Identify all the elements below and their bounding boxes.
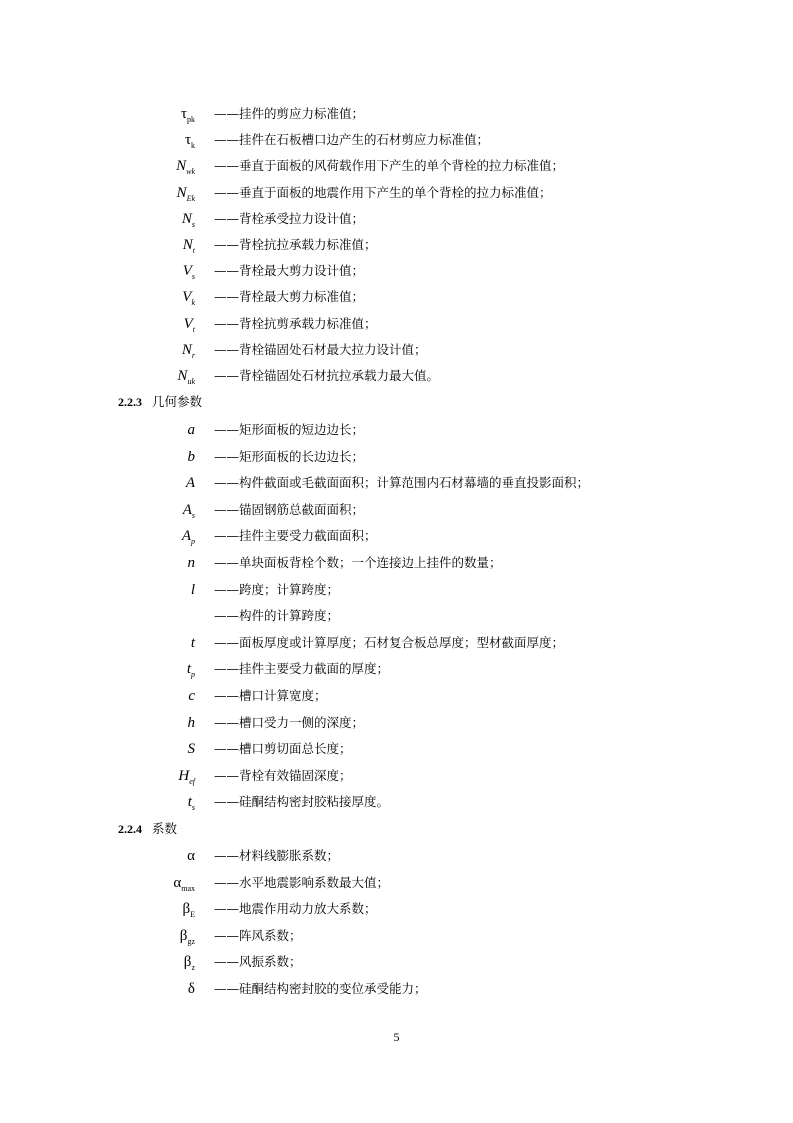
symbol-description: ——背栓锚固处石材抗拉承载力最大值。 xyxy=(214,368,440,383)
symbol-description: ——槽口受力一侧的深度； xyxy=(214,714,365,730)
symbol xyxy=(182,899,195,925)
symbol xyxy=(186,473,195,499)
symbol-description: ——阵风系数； xyxy=(214,927,302,943)
symbol-subscript: s xyxy=(191,803,195,813)
symbol-definition-row xyxy=(0,366,793,392)
symbol-description: ——挂件在石板槽口边产生的石材剪应力标准值； xyxy=(214,132,490,148)
symbol-description: ——背栓承受拉力设计值； xyxy=(214,210,365,226)
symbol xyxy=(176,156,195,182)
symbol xyxy=(188,713,196,739)
symbol-subscript: E xyxy=(190,910,195,920)
symbol-description: ——矩形面板的长边边长； xyxy=(214,448,365,464)
symbol-definition-row xyxy=(0,235,793,261)
symbol-description: ——硅酮结构密封胶粘接厚度。 xyxy=(214,794,390,810)
symbol-subscript: ef xyxy=(189,776,195,786)
symbol-definition-row xyxy=(0,686,793,712)
symbol-description: ——面板厚度或计算厚度；石材复合板总厚度；型材截面厚度； xyxy=(214,634,565,650)
symbol-description: ——锚固钢筋总截面面积； xyxy=(214,501,365,517)
symbol xyxy=(173,873,195,899)
symbol xyxy=(191,580,195,606)
symbol-definition-row xyxy=(0,873,793,899)
symbol-definition-row xyxy=(0,739,793,765)
symbol xyxy=(187,846,195,872)
symbol-definition-row xyxy=(0,156,793,182)
symbol-letter: b xyxy=(187,448,195,465)
symbol-subscript: pk xyxy=(187,115,195,124)
symbol-description: ——挂件的剪应力标准值； xyxy=(214,106,365,121)
symbol-description: ——矩形面板的短边边长； xyxy=(214,422,365,437)
symbol-description: ——构件截面或毛截面面积；计算范围内石材幕墙的垂直投影面积； xyxy=(214,475,590,491)
symbol-description: ——垂直于面板的地震作用下产生的单个背栓的拉力标准值； xyxy=(214,184,552,200)
symbol-letter: α xyxy=(187,848,195,864)
symbol-definition-row xyxy=(0,447,793,473)
symbol-description: ——硅酮结构密封胶的变位承受能力； xyxy=(214,981,427,996)
symbol-description: ——地震作用动力放大系数； xyxy=(214,901,377,917)
symbol-subscript: max xyxy=(181,883,195,893)
symbol-letter: N xyxy=(181,341,192,358)
section-title: 几何参数 xyxy=(152,394,203,409)
symbol-description: ——背栓有效锚固深度； xyxy=(214,767,352,783)
symbol-subscript: gz xyxy=(187,936,195,946)
symbol-subscript: p xyxy=(191,537,195,547)
symbol-description: ——垂直于面板的风荷载作用下产生的单个背栓的拉力标准值； xyxy=(214,158,565,174)
symbol xyxy=(183,261,195,287)
symbol-letter: n xyxy=(187,555,195,571)
symbol-definition-row xyxy=(0,287,793,313)
symbol-definition-row xyxy=(0,104,793,130)
symbol-description: ——跨度；计算跨度； xyxy=(214,581,340,597)
symbol xyxy=(180,926,195,952)
symbol-definition-row xyxy=(0,952,793,978)
symbol-subscript: t xyxy=(192,324,195,334)
symbol-letter: β xyxy=(183,954,192,971)
symbol-definition-row xyxy=(0,792,793,818)
symbol-definition-row xyxy=(0,766,793,792)
symbol-letter: N xyxy=(182,237,193,253)
symbol-letter: N xyxy=(176,158,187,175)
symbol-description: ——构件的计算跨度； xyxy=(214,608,340,624)
symbol xyxy=(184,952,195,978)
symbol-description: ——背栓抗剪承载力标准值； xyxy=(214,315,377,331)
symbol-definition-row xyxy=(0,500,793,526)
symbol-definition-row xyxy=(0,473,793,499)
symbol-subscript: p xyxy=(191,670,195,680)
symbol xyxy=(182,340,195,366)
symbol-letter: l xyxy=(190,581,195,598)
symbol-definition-row xyxy=(0,979,793,1005)
symbol-letter: c xyxy=(188,688,195,704)
symbol-description: ——槽口计算宽度； xyxy=(214,688,327,703)
symbol xyxy=(188,686,195,712)
symbol xyxy=(182,526,195,552)
symbol-definition-row xyxy=(0,846,793,872)
section-number: 2.2.3 xyxy=(118,395,142,409)
symbol xyxy=(191,633,195,659)
section-heading-2-2-4 xyxy=(118,820,177,838)
symbol-description: ——水平地震影响系数最大值； xyxy=(214,874,390,890)
symbol-definition-row xyxy=(0,420,793,446)
symbol-definition-row xyxy=(0,926,793,952)
section-heading-2-2-3 xyxy=(118,393,202,411)
section-number: 2.2.4 xyxy=(118,822,142,836)
symbol-letter: N xyxy=(176,184,187,201)
symbol xyxy=(182,287,195,313)
symbol-letter: V xyxy=(182,289,192,306)
symbol-letter: τ xyxy=(180,106,187,122)
symbol-letter: δ xyxy=(187,981,195,997)
symbol-definition-row xyxy=(0,209,793,235)
symbol-definition-row xyxy=(0,314,793,340)
symbol xyxy=(177,366,195,392)
symbol-subscript: t xyxy=(192,246,195,255)
symbol-definition-row xyxy=(0,580,793,606)
symbol xyxy=(184,314,195,340)
symbol-description: ——背栓最大剪力标准值； xyxy=(214,289,365,305)
symbol-subscript: r xyxy=(191,350,195,360)
symbol-definition-row xyxy=(0,606,793,632)
symbol-letter: V xyxy=(183,315,193,332)
symbol-definition-row xyxy=(0,633,793,659)
symbol-letter: β xyxy=(182,901,191,918)
symbol-description: ——风振系数； xyxy=(214,954,302,970)
symbol-subscript: s xyxy=(191,219,195,229)
symbol xyxy=(183,235,195,261)
symbol xyxy=(185,130,195,156)
symbol-letter: a xyxy=(187,422,195,438)
symbol-definition-row xyxy=(0,526,793,552)
symbol-letter: τ xyxy=(184,132,191,149)
symbol-letter: V xyxy=(182,263,192,280)
section-title: 系数 xyxy=(152,821,178,836)
symbol-subscript: z xyxy=(191,963,195,973)
symbol-description: ——背栓锚固处石材最大拉力设计值； xyxy=(214,341,427,357)
page-number: 5 xyxy=(393,1030,400,1044)
symbol-subscript: uk xyxy=(187,377,195,386)
symbol-definition-row xyxy=(0,659,793,685)
symbol-subscript: k xyxy=(191,298,195,308)
symbol-letter: t xyxy=(186,661,191,678)
symbol xyxy=(177,183,195,209)
symbol xyxy=(182,209,195,235)
symbol-definition-row xyxy=(0,713,793,739)
symbol xyxy=(188,739,196,765)
symbol-letter: N xyxy=(181,210,192,227)
symbol-description: ——材料线膨胀系数； xyxy=(214,848,340,863)
symbol xyxy=(188,792,195,818)
symbol-letter: t xyxy=(190,634,195,651)
symbol xyxy=(181,104,195,130)
symbol xyxy=(187,659,195,685)
symbol-letter: α xyxy=(173,874,182,891)
symbol-definition-row xyxy=(0,340,793,366)
symbol xyxy=(178,766,195,792)
symbol-subscript: s xyxy=(191,510,195,520)
symbol-description: ——挂件主要受力截面的厚度； xyxy=(214,661,390,677)
symbol xyxy=(188,979,195,1005)
symbol-letter: h xyxy=(187,714,195,731)
symbol-subscript: Ek xyxy=(186,193,195,203)
symbol-letter: N xyxy=(177,368,188,384)
symbol-letter: A xyxy=(181,528,191,545)
symbol xyxy=(188,447,196,473)
symbol-definition-row xyxy=(0,899,793,925)
symbol-description: ——挂件主要受力截面面积； xyxy=(214,528,377,544)
symbol-definition-row xyxy=(0,130,793,156)
symbol-description: ——单块面板背栓个数；一个连接边上挂件的数量； xyxy=(214,555,502,570)
symbol xyxy=(188,553,196,579)
symbol xyxy=(188,420,196,446)
symbol-letter: A xyxy=(185,475,195,492)
symbol-description: ——槽口剪切面总长度； xyxy=(214,741,352,757)
symbol-subscript: s xyxy=(191,272,195,282)
symbol-subscript: k xyxy=(191,141,195,151)
symbol-letter: t xyxy=(187,794,192,811)
symbol-description: ——背栓最大剪力设计值； xyxy=(214,263,365,279)
symbol-description: ——背栓抗拉承载力标准值； xyxy=(214,237,377,252)
symbol-definition-row xyxy=(0,261,793,287)
symbol-definition-row xyxy=(0,553,793,579)
symbol-letter: S xyxy=(187,741,195,758)
symbol-letter: H xyxy=(178,767,190,784)
symbol-definition-row xyxy=(0,183,793,209)
symbol-letter: A xyxy=(182,501,192,518)
symbol xyxy=(183,500,195,526)
symbol-letter: β xyxy=(179,927,188,944)
symbol-subscript: wk xyxy=(186,167,195,177)
